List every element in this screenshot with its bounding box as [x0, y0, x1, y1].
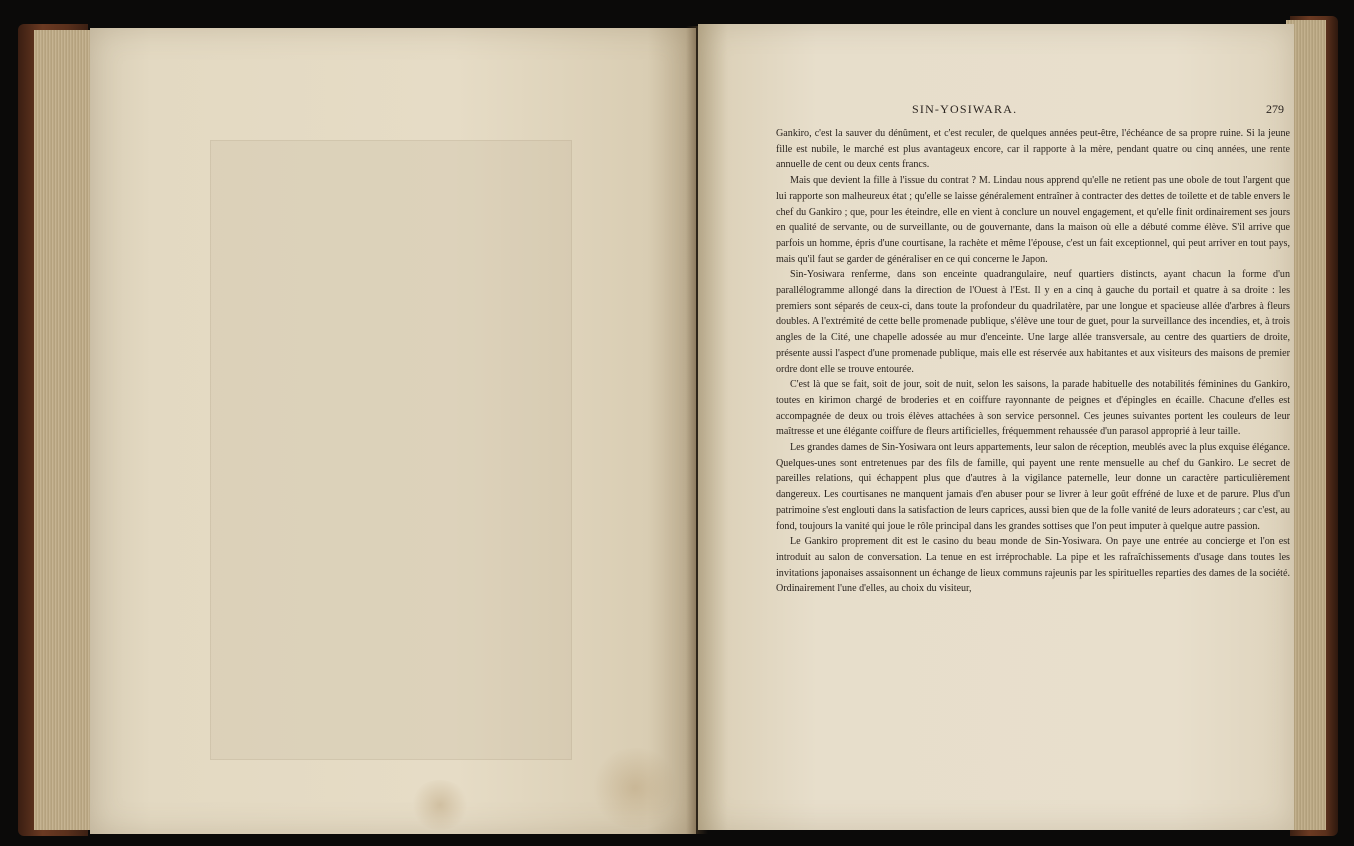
paragraph: Gankiro, c'est la sauver du dénûment, et c'est reculer, de quelques années peut-être, l'échéance de sa propre ruine. Si la jeune fille est nubile, le marché est plus avantageux encore, car il rapporte à la mère, pendant quatre ou cinq années, une rente annuelle de cent ou deux cents francs.: [776, 128, 1290, 171]
plate-offset-ghost: [210, 140, 572, 760]
foxing-stain: [590, 748, 680, 828]
paragraph: Sin-Yosiwara renferme, dans son enceinte quadrangulaire, neuf quartiers distincts, ayant chacun la forme d'un parallélogramme allongé dans la direction de l'Ouest à l'Est. Il y en a cinq à gauche du portail et quatre à sa droite : les premiers sont séparés de ceux-ci, dans toute la profondeur du quadrilatère, par une longue et spacieuse allée d'arbres à fleurs doubles. A l'extrémité de cette belle promenade publique, s'élève une tour de guet, pour la surveillance des incendies, et, à trois angles de la Cité, une chapelle adossée au mur d'enceinte. Une large allée transversale, au centre des quartiers de droite, présente aussi l'aspect d'une promenade publique, mais elle est réservée aux habitantes et aux visiteurs des maisons de premier ordre dont elle se trouve entourée.: [776, 269, 1290, 375]
page-body-text: [776, 126, 1290, 597]
page-number: 279: [1266, 102, 1284, 116]
paragraph: Le Gankiro proprement dit est le casino du beau monde de Sin-Yosiwara. On paye une entrée au concierge et l'on est introduit au salon de conversation. La tenue en est irréprochable. La pipe et les rafraîchissements d'usage dans toutes les invitations japonaises assaisonnent un échange de lieux communs rajeunis par les spirituelles reparties des dames de la société. Ordinairement l'une d'elles, au choix du visiteur,: [776, 536, 1290, 595]
left-page: [90, 28, 696, 834]
running-head: [770, 102, 1290, 120]
running-title: SIN-YOSIWARA.: [912, 102, 1018, 116]
paragraph: Mais que devient la fille à l'issue du contrat ? M. Lindau nous apprend qu'elle ne retient pas une obole de tout l'argent que lui rapporte son malheureux état ; qu'elle se laisse généralement entraîner à contracter des dettes de toilette et de table envers le chef du Gankiro ; que, pour les éteindre, elle en vient à conclure un nouvel engagement, et qu'elle finit ordinairement ses jours en qualité de servante, ou de surveillante, ou de gouvernante, dans la maison où elle a débuté comme élève. S'il arrive que parfois un homme, épris d'une courtisane, la rachète et même l'épouse, c'est un fait exceptionnel, qui peut arriver en tout pays, mais qu'il faut se garder de généraliser en ce qui concerne le Japon.: [776, 175, 1290, 265]
left-page-edges: [34, 30, 96, 830]
paragraph: Les grandes dames de Sin-Yosiwara ont leurs appartements, leur salon de réception, meublés avec la plus exquise élégance. Quelques-unes sont entretenues par des fils de famille, qui payent une rente mensuelle au chef du Gankiro. Le secret de pareilles relations, qui échappent plus que d'autres à la vigilance paternelle, leur donne un caractère particulièrement dangereux. Les courtisanes ne manquent jamais d'en abuser pour se livrer à leur goût effréné de luxe et de parure. Plus d'un patrimoine s'est englouti dans la satisfaction de leurs caprices, aussi bien que de la folle vanité de leurs adorateurs ; car c'est, au fond, toujours la vanité qui joue le rôle principal dans les grandes sottises que l'on peut imputer à quelque autre passion.: [776, 442, 1290, 532]
foxing-stain: [410, 780, 470, 830]
paragraph: C'est là que se fait, soit de jour, soit de nuit, selon les saisons, la parade habituelle des notabilités féminines du Gankiro, toutes en kirimon chargé de broderies et en coiffure rayonnante de peignes et d'épingles en écaille. Chacune d'elles est accompagnée de deux ou trois élèves attachées à son service personnel. Ces jeunes suivantes portent les couleurs de leur maîtresse et une élégante coiffure de fleurs artificielles, fréquemment rehaussée d'un parasol approprié à leur taille.: [776, 379, 1290, 438]
